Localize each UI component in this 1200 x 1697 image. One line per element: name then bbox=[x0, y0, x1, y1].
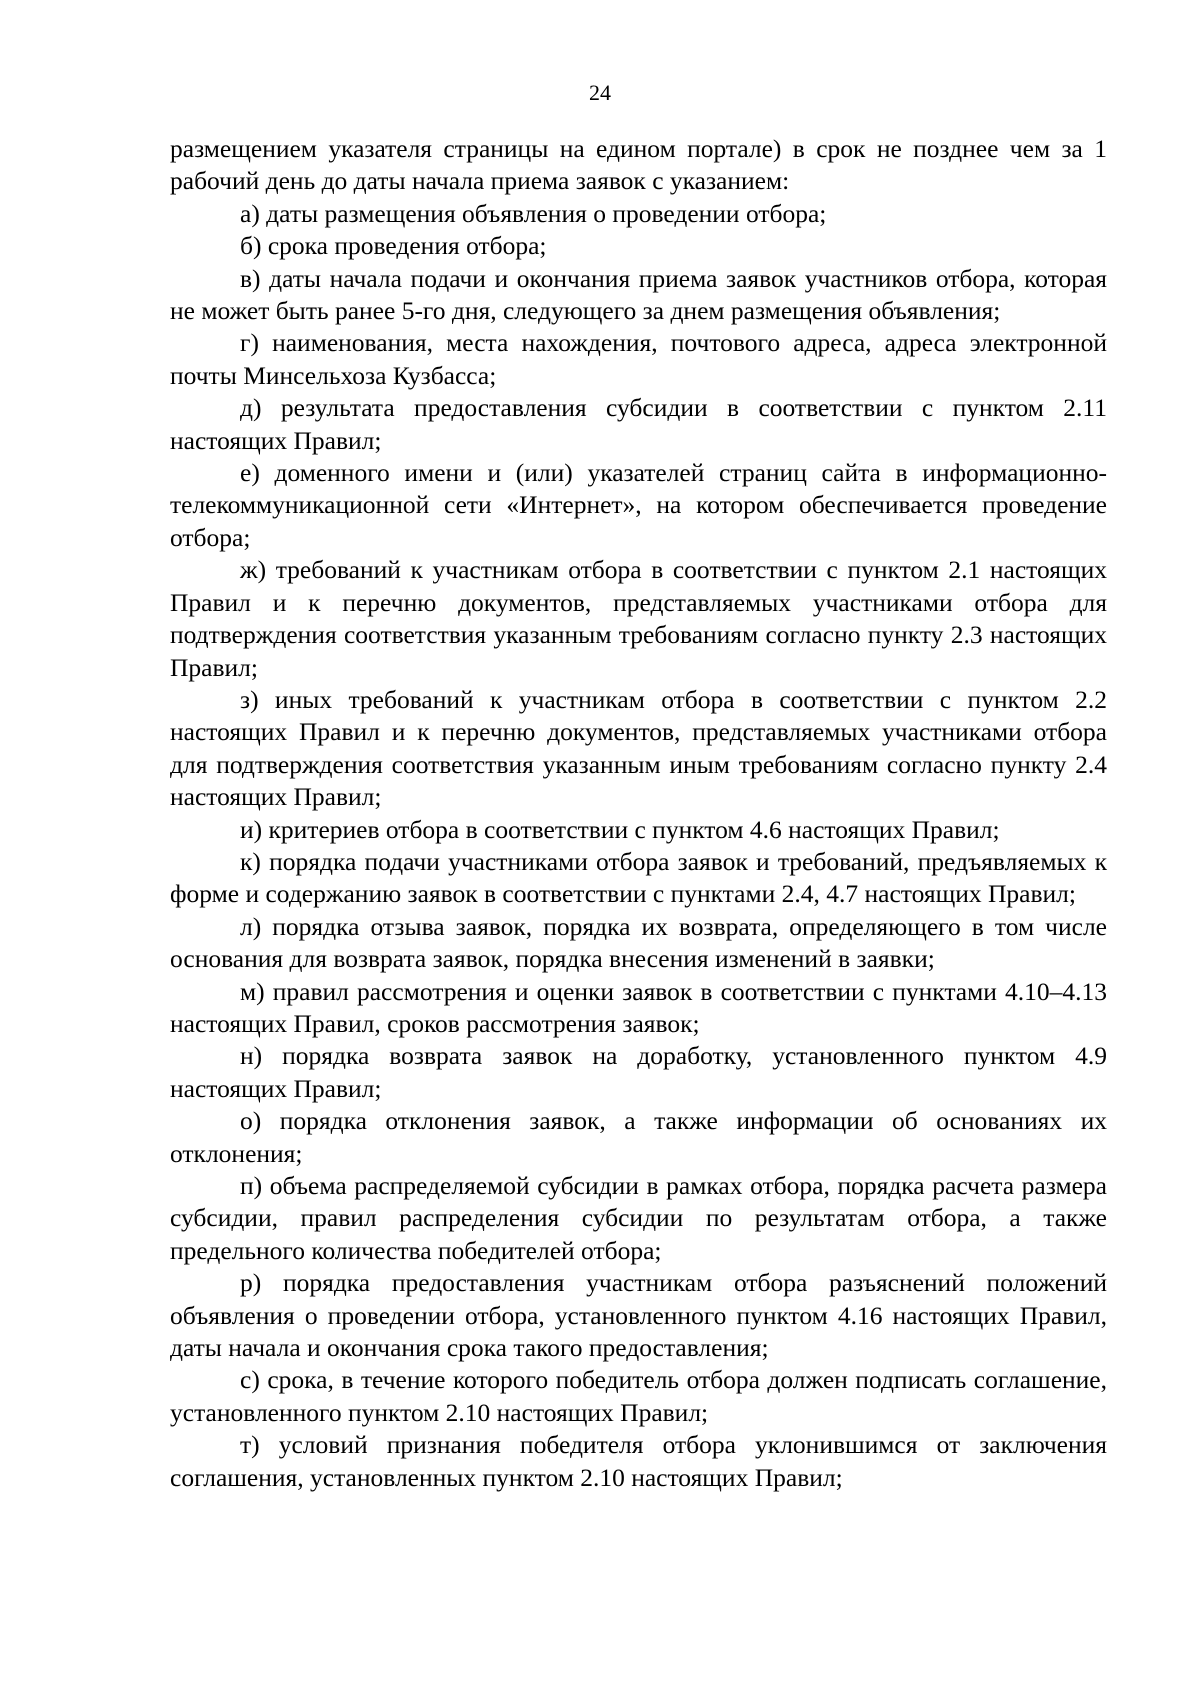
list-item-t: т) условий признания победителя отбора уклонившимся от заключения соглашения, установленных пунктом 2.10 настоящих Правил; bbox=[170, 1430, 1107, 1492]
document-body bbox=[170, 133, 1107, 1494]
list-item-e: е) доменного имени и (или) указателей страниц сайта в информационно-телекоммуникационной сети «Интернет», на котором обеспечивается проведение отбора; bbox=[170, 458, 1107, 552]
list-item-d: д) результата предоставления субсидии в соответствии с пунктом 2.11 настоящих Правил; bbox=[170, 393, 1107, 455]
list-item-i: и) критериев отбора в соответствии с пунктом 4.6 настоящих Правил; bbox=[240, 814, 1000, 844]
list-item-k: к) порядка подачи участниками отбора заявок и требований, предъявляемых к форме и содержанию заявок в соответствии с пунктами 2.4, 4.7 настоящих Правил; bbox=[170, 846, 1107, 909]
list-item-l: л) порядка отзыва заявок, порядка их возврата, определяющего в том числе основания для возврата заявок, порядка внесения изменений в заявки; bbox=[170, 911, 1107, 974]
list-item-n: н) порядка возврата заявок на доработку, установленного пунктом 4.9 настоящих Правил; bbox=[170, 1041, 1107, 1103]
list-item-m: м) правил рассмотрения и оценки заявок в соответствии с пунктами 4.10–4.13 настоящих Правил, сроков рассмотрения заявок; bbox=[170, 976, 1107, 1038]
list-item-o: о) порядка отклонения заявок, а также информации об основаниях их отклонения; bbox=[170, 1106, 1107, 1168]
page-number: 24 bbox=[589, 80, 611, 105]
list-item-b: б) срока проведения отбора; bbox=[240, 231, 547, 261]
list-item-g: г) наименования, места нахождения, почтового адреса, адреса электронной почты Минсельхоза Кузбасса; bbox=[170, 328, 1107, 390]
list-item-v: в) даты начала подачи и окончания приема заявок участников отбора, которая не может быть ранее 5-го дня, следующего за днем размещения объявления; bbox=[170, 263, 1107, 326]
list-item-r: р) порядка предоставления участникам отбора разъяснений положений объявления о проведении отбора, установленного пунктом 4.16 настоящих Правил, даты начала и окончания срока такого предоставления; bbox=[170, 1268, 1107, 1363]
list-item-p: п) объема распределяемой субсидии в рамках отбора, порядка расчета размера субсидии, правил распределения субсидии по результатам отбора, а также предельного количества победителей отбора; bbox=[170, 1171, 1107, 1265]
list-item-z: з) иных требований к участникам отбора в соответствии с пунктом 2.2 настоящих Правил и к перечню документов, представляемых участниками отбора для подтверждения соответствия указанным иным требованиям согласно пункту 2.4 настоящих Правил; bbox=[170, 684, 1107, 812]
list-item-s: с) срока, в течение которого победитель отбора должен подписать соглашение, установленного пунктом 2.10 настоящих Правил; bbox=[170, 1365, 1107, 1427]
list-item-a: а) даты размещения объявления о проведении отбора; bbox=[240, 198, 827, 228]
paragraph-continuation: размещением указателя страницы на едином портале) в срок не позднее чем за 1 рабочий день до даты начала приема заявок с указанием: bbox=[170, 134, 1107, 196]
list-item-zh: ж) требований к участникам отбора в соответствии с пунктом 2.1 настоящих Правил и к перечню документов, представляемых участниками отбора для подтверждения соответствия указанным требованиям согласно пункту 2.3 настоящих Правил; bbox=[170, 555, 1107, 682]
